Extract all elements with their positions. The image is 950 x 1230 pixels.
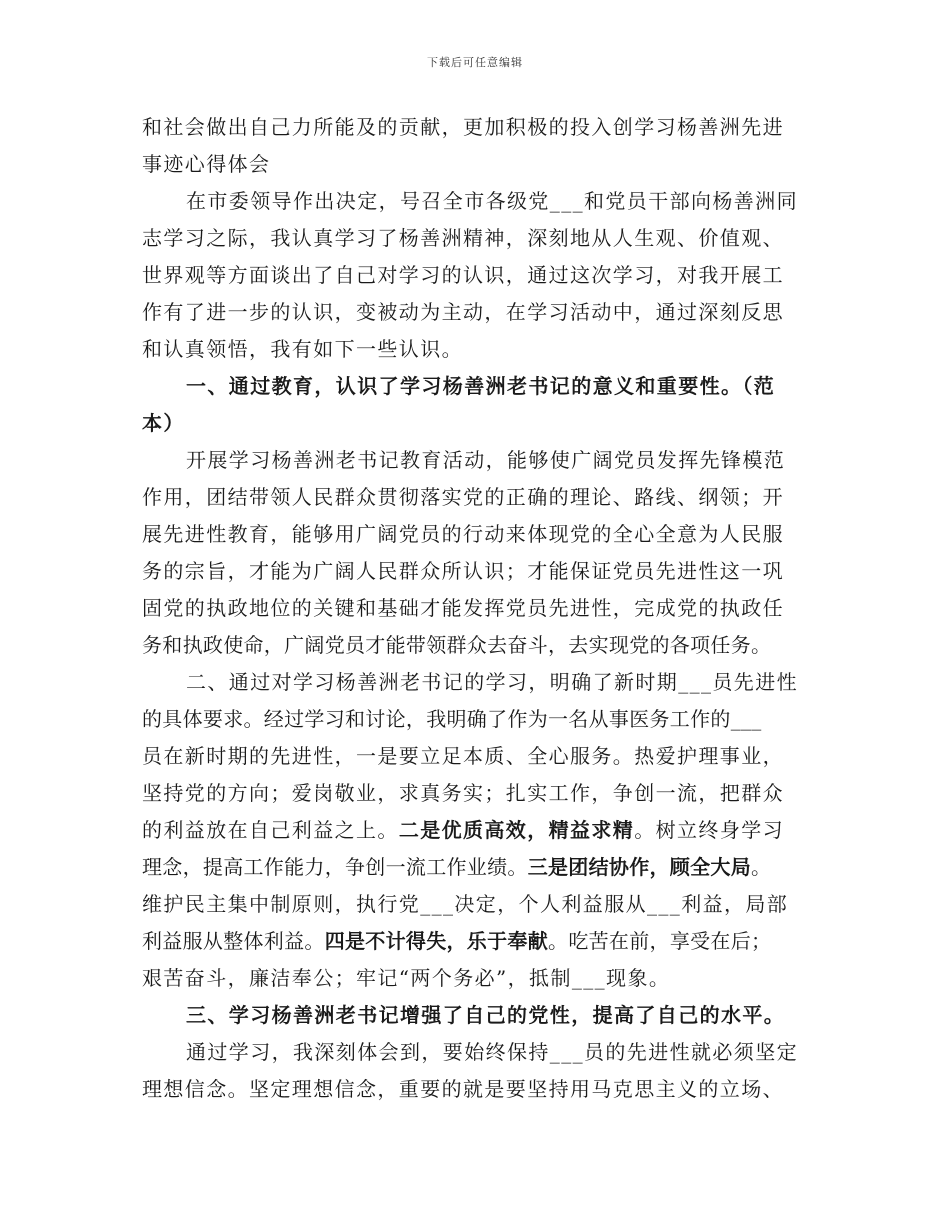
text-segment: 通过学习，我深刻体会到，要始终保持___员的先进性就必须坚定 xyxy=(186,1040,798,1064)
bold-text-segment: 三是团结协作，顾全大局 xyxy=(527,855,752,879)
text-segment: 坚持党的方向；爱岗敬业，求真务实；扎实工作，争创一流，把群众 xyxy=(142,781,784,805)
text-line xyxy=(142,257,812,294)
text-segment: 和认真领悟，我有如下一些认识。 xyxy=(142,337,463,361)
text-line xyxy=(142,997,812,1034)
text-segment: 展先进性教育，能够用广阔党员的行动来体现党的全心全意为人民服 xyxy=(142,522,784,546)
text-line xyxy=(142,553,812,590)
text-segment: 。吃苦在前，享受在后； xyxy=(548,929,772,953)
text-line xyxy=(142,627,812,664)
text-line xyxy=(142,923,812,960)
text-segment: 在市委领导作出决定，号召全市各级党___和党员干部向杨善洲同 xyxy=(186,189,798,213)
text-segment: 作有了进一步的认识，变被动为主动，在学习活动中，通过深刻反思 xyxy=(142,300,784,324)
text-segment: 世界观等方面谈出了自己对学习的认识，通过这次学习，对我开展工 xyxy=(142,263,784,287)
text-line xyxy=(142,886,812,923)
text-line xyxy=(142,442,812,479)
header-note: 下载后可任意编辑 xyxy=(427,56,523,69)
text-segment: 理想信念。坚定理想信念，重要的就是要坚持用马克思主义的立场、 xyxy=(142,1077,784,1101)
text-segment: 维护民主集中制原则，执行党___决定，个人利益服从___利益，局部 xyxy=(142,892,789,916)
text-segment: 开展学习杨善洲老书记教育活动，能够使广阔党员发挥先锋模范 xyxy=(186,448,786,472)
bold-text-segment: 二是优质高效，精益求精 xyxy=(398,818,635,842)
text-segment: 利益服从整体利益。 xyxy=(142,929,325,953)
text-line xyxy=(142,1034,812,1071)
text-line xyxy=(142,405,812,442)
text-segment: 固党的执政地位的关键和基础才能发挥党员先进性，完成党的执政任 xyxy=(142,596,784,620)
document-body xyxy=(142,109,812,1108)
text-line xyxy=(142,701,812,738)
text-line xyxy=(142,331,812,368)
text-line xyxy=(142,812,812,849)
text-line xyxy=(142,849,812,886)
text-line xyxy=(142,590,812,627)
text-segment: 志学习之际，我认真学习了杨善洲精神，深刻地从人生观、价值观、 xyxy=(142,226,784,250)
text-line xyxy=(142,146,812,183)
text-line xyxy=(142,109,812,146)
text-segment: 艰苦奋斗，廉洁奉公；牢记“两个务必”，抵制___现象。 xyxy=(142,966,671,990)
text-segment: 和社会做出自己力所能及的贡献，更加积极的投入创学习杨善洲先进 xyxy=(142,115,784,139)
text-line xyxy=(142,479,812,516)
text-line xyxy=(142,516,812,553)
text-line xyxy=(142,183,812,220)
text-segment: 。 xyxy=(751,855,772,879)
bold-text-segment: 一、通过教育，认识了学习杨善洲老书记的意义和重要性。（范 xyxy=(186,374,776,398)
text-segment: 作用，团结带领人民群众贯彻落实党的正确的理论、路线、纲领；开 xyxy=(142,485,784,509)
text-line xyxy=(142,775,812,812)
text-segment: 的利益放在自己利益之上。 xyxy=(142,818,399,842)
bold-text-segment: 四是不计得失，乐于奉献 xyxy=(324,929,549,953)
text-line xyxy=(142,368,812,405)
text-line xyxy=(142,220,812,257)
bold-text-segment: 三、学习杨善洲老书记增强了自己的党性，提高了自己的水平。 xyxy=(186,1003,786,1027)
text-segment: 务的宗旨，才能为广阔人民群众所认识；才能保证党员先进性这一巩 xyxy=(142,559,784,583)
text-line xyxy=(142,294,812,331)
bold-text-segment: 本） xyxy=(142,411,185,435)
text-segment: 二、通过对学习杨善洲老书记的学习，明确了新时期___员先进性 xyxy=(186,670,798,694)
text-segment: 事迹心得体会 xyxy=(142,152,271,176)
text-segment: 务和执政使命，广阔党员才能带领群众去奋斗，去实现党的各项任务。 xyxy=(142,633,772,657)
text-line xyxy=(142,664,812,701)
text-line xyxy=(142,1071,812,1108)
text-segment: 。树立终身学习 xyxy=(634,818,785,842)
text-line xyxy=(142,738,812,775)
text-segment: 理念，提高工作能力，争创一流工作业绩。 xyxy=(142,855,528,879)
text-line xyxy=(142,960,812,997)
text-segment: 的具体要求。经过学习和讨论，我明确了作为一名从事医务工作的___ xyxy=(142,707,762,731)
text-segment: 员在新时期的先进性，一是要立足本质、全心服务。热爱护理事业， xyxy=(142,744,784,768)
